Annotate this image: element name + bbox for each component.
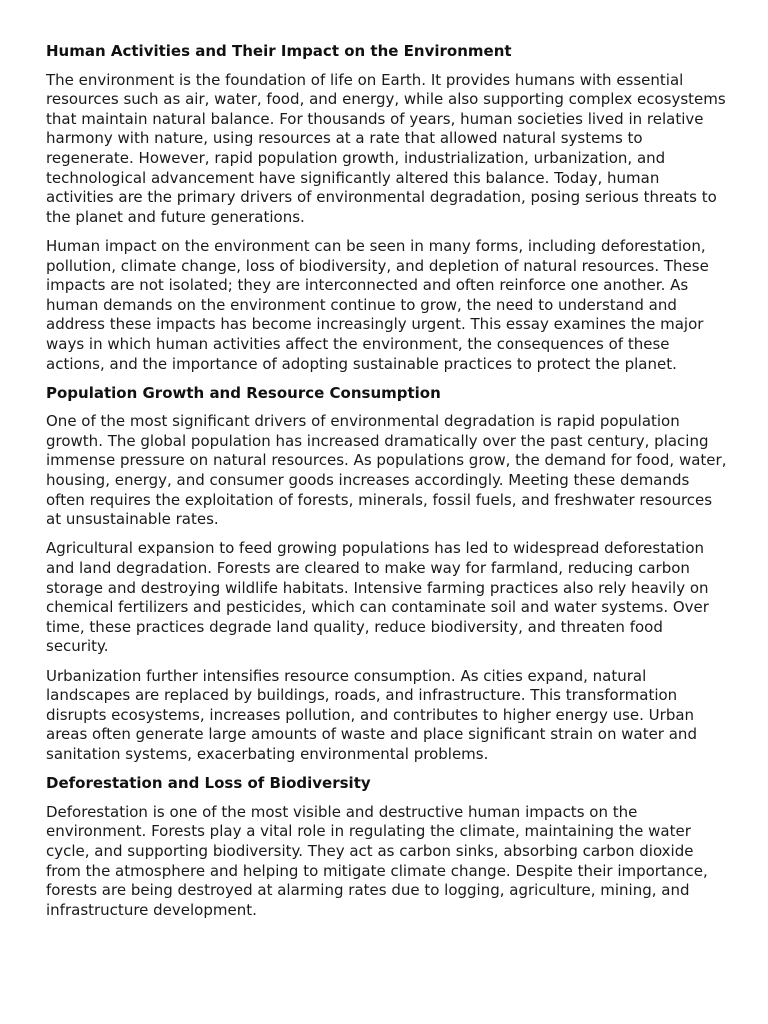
section-human-activities xyxy=(46,42,728,374)
paragraph: Urbanization further intensifies resource consumption. As cities expand, natural landscapes are replaced by buildings, roads, and infrastructure. This transformation disrupts ecosystems, increases pollution, and contributes to higher energy use. Urban areas often generate large amounts of waste and place significant strain on water and sanitation systems, exacerbating environmental problems. xyxy=(46,666,697,763)
section-heading: Deforestation and Loss of Biodiversity xyxy=(46,774,371,793)
section-heading: Human Activities and Their Impact on the Environment xyxy=(46,42,512,60)
paragraph: Human impact on the environment can be seen in many forms, including deforestation, pollution, climate change, loss of biodiversity, and depletion of natural resources. These impacts are not isolated; they are interconnected and often reinforce one another. As human demands on the environment continue to grow, the need to understand and address these impacts has become increasingly urgent. This essay examines the major ways in which human activities affect the environment, the consequences of these actions, and the importance of adopting sustainable practices to protect the planet. xyxy=(46,236,709,373)
paragraph: Agricultural expansion to feed growing populations has led to widespread deforestation and land degradation. Forests are cleared to make way for farmland, reducing carbon storage and destroying wildlife habitats. Intensive farming practices also rely heavily on chemical fertilizers and pesticides, which can contaminate soil and water systems. Over time, these practices degrade land quality, reduce biodiversity, and threaten food security. xyxy=(46,539,709,656)
section-deforestation xyxy=(46,774,728,920)
section-population-growth xyxy=(46,384,728,765)
paragraph: Deforestation is one of the most visible and destructive human impacts on the environment. Forests play a vital role in regulating the climate, maintaining the water cycle, and supporting biodiversity. They act as carbon sinks, absorbing carbon dioxide from the atmosphere and helping to mitigate climate change. Despite their importance, forests are being destroyed at alarming rates due to logging, agriculture, mining, and infrastructure development. xyxy=(46,802,708,919)
paragraph: The environment is the foundation of life on Earth. It provides humans with essential resources such as air, water, food, and energy, while also supporting complex ecosystems that maintain natural balance. For thousands of years, human societies lived in relative harmony with nature, using resources at a rate that allowed natural systems to regenerate. However, rapid population growth, industrialization, urbanization, and technological advancement have significantly altered this balance. Today, human activities are the primary drivers of environmental degradation, posing serious threats to the planet and future generations. xyxy=(46,70,726,226)
section-heading: Population Growth and Resource Consumption xyxy=(46,383,441,402)
paragraph: One of the most significant drivers of environmental degradation is rapid population growth. The global population has increased dramatically over the past century, placing immense pressure on natural resources. As populations grow, the demand for food, water, housing, energy, and consumer goods increases accordingly. Meeting these demands often requires the exploitation of forests, minerals, fossil fuels, and freshwater resources at unsustainable rates. xyxy=(46,412,727,529)
